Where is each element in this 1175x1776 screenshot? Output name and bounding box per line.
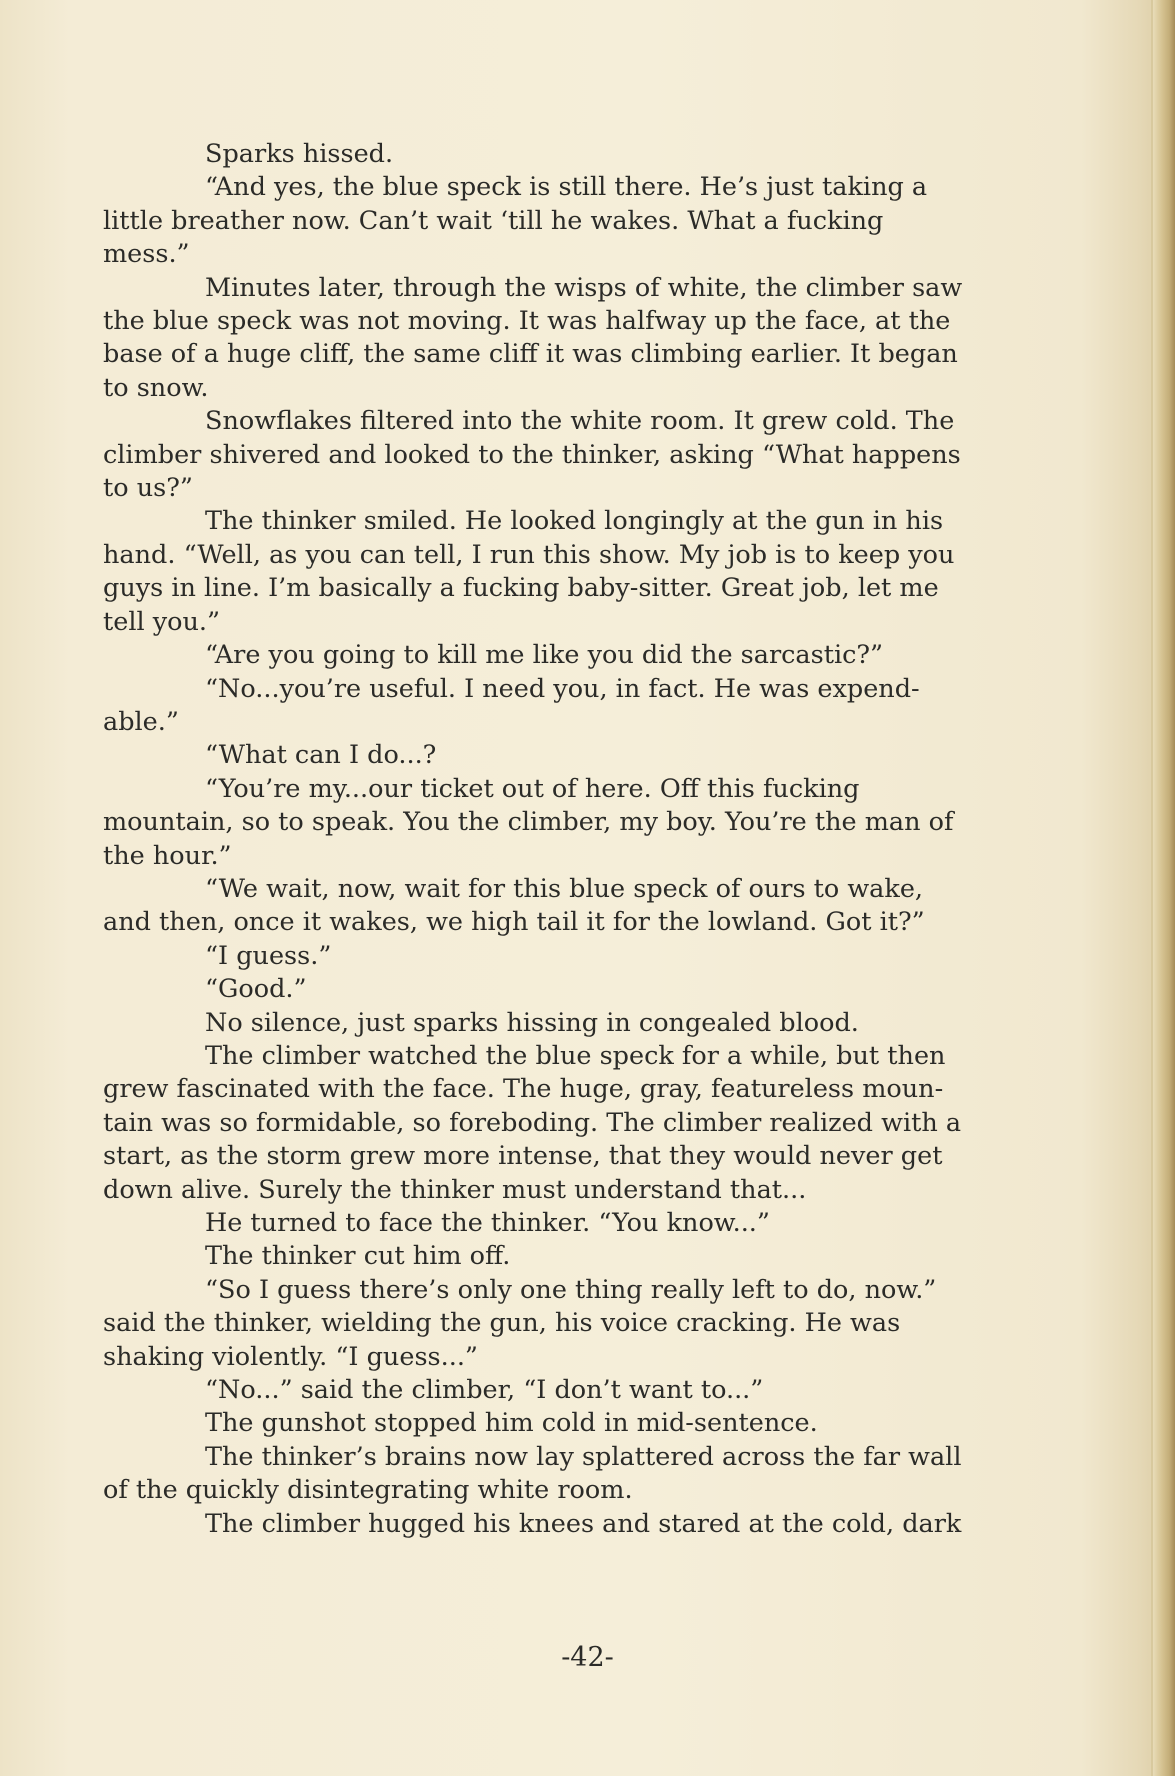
paragraph: The thinker’s brains now lay splattered across the far wall of the quickly disintegrating white room. [103,1441,962,1506]
paragraph: “And yes, the blue speck is still there. He’s just taking a little breather now. Can’t wait ‘till he wakes. What a fucking mess.” [103,172,928,270]
paragraph: The climber watched the blue speck for a while, but then grew fascinated with the face. The huge, gray, featureless moun-tain was so formidable, so foreboding. The climber realized with a start, as the storm grew more intense, that they would never get down alive. Surely the thinker must understand that... [103,1040,962,1205]
paragraph: He turned to face the thinker. “You know...” [205,1208,770,1238]
paragraph: The thinker cut him off. [205,1241,511,1272]
paragraph: “You’re my...our ticket out of here. Off this fucking mountain, so to speak. You the climber, my boy. You’re the man of the hour.” [103,773,954,871]
paragraph: “No...you’re useful. I need you, in fact. He was expend-able.” [103,673,920,737]
paragraph: “So I guess there’s only one thing really left to do, now.” said the thinker, wielding the gun, his voice cracking. He was shaking violently. “I guess...” [103,1274,937,1372]
page-edge [1153,0,1175,1776]
paragraph: The thinker smiled. He looked longingly at the gun in his hand. “Well, as you can tell, I run this show. My job is to keep you guys in line. I’m basically a fucking baby-sitter. Great job, let me tell you.” [103,506,955,637]
paragraph: Sparks hissed. [205,139,394,169]
paragraph: “We wait, now, wait for this blue speck of ours to wake, and then, once it wakes, we high tail it for the lowland. Got it?” [103,873,925,938]
paragraph: The climber hugged his knees and stared at the cold, dark [205,1508,962,1539]
paragraph: The gunshot stopped him cold in mid-sentence. [205,1408,818,1439]
paragraph: No silence, just sparks hissing in congealed blood. [205,1007,859,1038]
page-number: -42- [561,1642,614,1673]
paragraph: “What can I do...? [205,740,437,771]
body-text [103,138,963,1541]
paragraph: Minutes later, through the wisps of white, the climber saw the blue speck was not moving. It was halfway up the face, at the base of a huge cliff, the same cliff it was climbing earlier. It began to snow. [103,272,963,403]
paragraph: Snowflakes filtered into the white room. It grew cold. The climber shivered and looked to the thinker, asking “What happens to us?” [103,406,961,504]
paragraph: “No...” said the climber, “I don’t want to...” [205,1375,764,1406]
paragraph: “I guess.” [205,940,332,971]
paragraph: “Good.” [205,974,307,1005]
paragraph: “Are you going to kill me like you did the sarcastic?” [205,640,884,671]
